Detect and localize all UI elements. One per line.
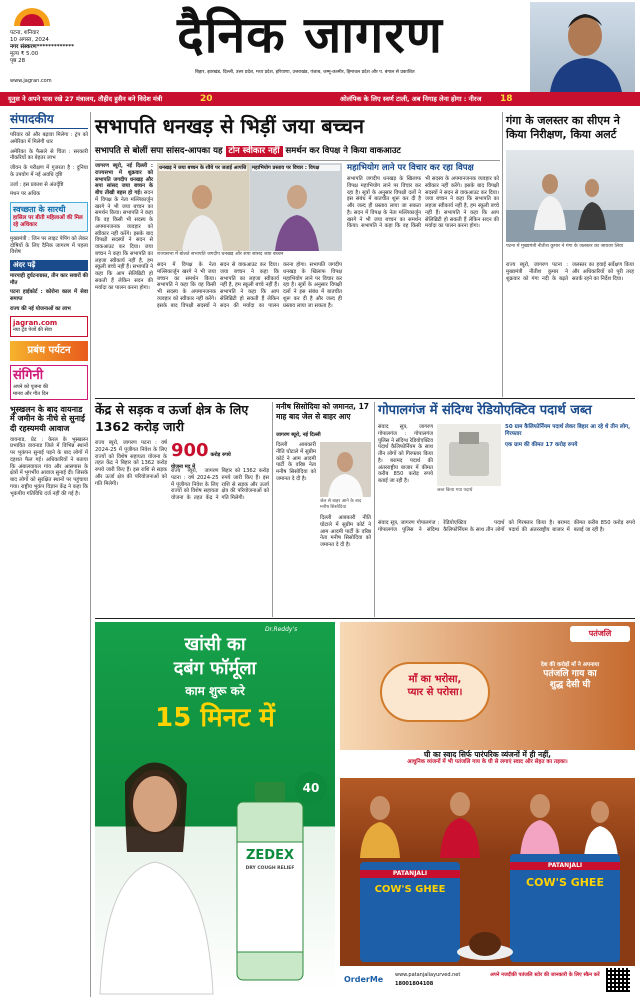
lead-subhead-b: समर्थन कर विपक्ष ने किया वाकआउट [285, 146, 401, 156]
kendra-body: राज्य ब्यूरो, जागरण पटना : वर्ष 2024-25 में पूंजीगत निवेश के लिए राज्यों को विशेष सहायता योजना के तहत केंद्र ने बिहार को 1362 करोड़ रुपये जारी किए हैं। इस राशि से सड़क और ऊर्जा क्षेत्र की परियोजनाओं को गति मिलेगी। [95, 440, 167, 487]
ad-patanjali[interactable] [340, 622, 635, 994]
patanjali-footer-right: अपने नजदीकी पतंजलि स्टोर की जानकारी के लिए स्कैन करें [490, 972, 600, 978]
manish-headline[interactable]: मनीष सिसोदिया को जमानत, 17 माह बाद जेल से बाहर आए [276, 402, 370, 421]
sangini-box[interactable] [10, 365, 88, 400]
zedex-headline1: खांसी का [184, 634, 246, 655]
ticker-right-page: 18 [500, 94, 513, 104]
patanjali-phone[interactable]: 18001804108 [395, 981, 434, 987]
zedex-model [95, 742, 215, 994]
patanjali-band1: घी का स्वाद सिर्फ पारंपरिक व्यंजनों में ही नहीं, [423, 750, 551, 759]
swachhata-banner [10, 202, 88, 232]
lead-byline: जागरण ब्यूरो, नई दिल्ली : राज्यसभा में शुक्रवार को सभापति जगदीप धनखड़ और सपा सांसद जया बच्चन के बीच तीखी बहस हो गई। [95, 163, 153, 196]
price-label: मूल्य ₹ 5.00 [10, 50, 39, 57]
editorial-item[interactable]: अमेरिका के फैसले से चिंता : सरकारी नौकरियों का बेहतर लाभ [10, 148, 88, 162]
lead-text: सदन में विपक्ष के नेता मल्लिकार्जुन खरगे ने भी जया बच्चन का समर्थन किया। सभापति ने कहा कि वह किसी भी सदस्य के अपमानजनक व्यवहार को स्वीकार नहीं करेंगे। इसके बाद विपक्षी सदस्यों ने सदन से वाकआउट कर दिया। जया बच्चन ने कहा कि सभापति का लहजा स्वीकार्य नहीं है, हम स्कूली बच्चे नहीं हैं। सभापति ने कहा कि आप सेलिब्रिटी हो सकती हैं लेकिन सदन की मर्यादा का पालन करना होगा। [95, 190, 153, 291]
gopal-headline[interactable]: गोपालगंज में संदिग्ध रेडियोएक्टिव पदार्थ जब्त [378, 403, 592, 418]
prabhand-title: प्रबंध पर्यटन [27, 344, 71, 356]
ganga-headline[interactable]: गंगा के जलस्तर का सीएम ने किया निरीक्षण, किया अलर्ट [506, 114, 620, 142]
ghee-jar-2 [510, 854, 620, 962]
lead-body [95, 163, 153, 393]
manish-caption: जेल से बाहर आने के बाद मनीष सिसोदिया [320, 499, 362, 510]
antar-title: अंदर पढ़ें [10, 260, 88, 271]
patanjali-web[interactable]: www.patanjaliayurved.net [395, 972, 461, 978]
sidebar [10, 112, 88, 992]
kendra-stat-num: 900 [171, 440, 209, 461]
manish-byline: जागरण ब्यूरो, नई दिल्ली [276, 432, 321, 438]
patanjali-brand: पतंजलि [570, 626, 630, 642]
kendra-body-cont: राज्य ब्यूरो, जागरण पटना : वर्ष 2024-25 में पूंजीगत निवेश के लिए राज्यों को विशेष सहायता योजना के तहत केंद्र ने बिहार को 1362 करोड़ रुपये जारी किए हैं। इस राशि से सड़क और ऊर्जा क्षेत्र की परियोजनाओं को गति मिलेगी। [171, 468, 269, 501]
ghee-brand-1: PATANJALI [360, 870, 460, 878]
jagran-link-text: नया ट्रेंड पेजों की सेवा [13, 327, 52, 334]
manish-photo [320, 442, 371, 497]
ghee-product-1: COW'S GHEE [374, 883, 446, 895]
lead-subhead-a: सभापति से बोलीं सपा सांसद-आपका यह [95, 146, 223, 156]
zedex-bottle [225, 782, 315, 982]
lead-text-cont2: सभापति जगदीप धनखड़ के खिलाफ विपक्ष महाभियोग लाने पर विचार कर रहा है। सूत्रों के अनुसार विपक्षी दलों ने इस संबंध में बातचीत शुरू कर दी है और जल्द ही प्रस्ताव लाया जा सकता है। [283, 262, 342, 309]
patanjali-right-3: शुद्ध देसी घी [549, 680, 591, 691]
pages-label: पृष्ठ 28 [10, 57, 26, 64]
mahabhiyog-body [347, 176, 499, 392]
ad-zedex[interactable] [95, 622, 335, 994]
lead-text-cont: सदन में विपक्ष के नेता मल्लिकार्जुन खरगे ने भी जया बच्चन का समर्थन किया। सभापति ने कहा कि वह किसी भी सदस्य के अपमानजनक व्यवहार को स्वीकार नहीं करेंगे। इसके बाद विपक्षी सदस्यों ने सदन से वाकआउट कर दिया। जया बच्चन ने कहा कि सभापति का लहजा स्वीकार्य नहीं है, हम स्कूली बच्चे नहीं हैं। सभापति ने कहा कि आप सेलिब्रिटी हो सकती हैं लेकिन सदन की मर्यादा का पालन करना होगा। [157, 262, 307, 309]
zedex-badge-text: 40 [302, 781, 320, 795]
zedex-badge [295, 772, 327, 804]
athlete-photo [530, 2, 635, 92]
patanjali-band2: आधुनिक व्यंजनों में भी पतंजलि गाय के घी से लगाएं स्वाद और सेहत का तड़का। [407, 759, 568, 766]
editorial-item[interactable]: परिवार को और बढ़ावा मिलेगा : ट्रंप को अमेरिका में मिलेगी धार [10, 132, 88, 145]
gopal-body-cont: संवाद सूत्र, जागरण गोपालगंज : गोपालगंज पुलिस ने संदिग्ध रेडियोएक्टिव पदार्थ कैलिफोर्नियम के साथ तीन लोगों को गिरफ्तार किया है। बरामद पदार्थ की अंतरराष्ट्रीय बाजार में कीमत करीब 850 करोड़ रुपये बताई जा रही है। [378, 520, 635, 533]
editorial-item[interactable]: जीवन के परीक्षण में गुजरता है : दुनिया के उपयोग में नई अवधि दृष्टि [10, 165, 88, 178]
kendra-stat [171, 440, 241, 470]
gopal-fact: एक ग्राम की कीमत 17 करोड़ रुपये [505, 441, 578, 448]
antar-item[interactable]: पटना हाईकोर्ट : कोरोना काल में सेवा समाप्त [10, 289, 88, 302]
gopal-body: संवाद सूत्र, जागरण गोपालगंज : गोपालगंज पुलिस ने संदिग्ध रेडियोएक्टिव पदार्थ कैलिफोर्नियम के साथ तीन लोगों को गिरफ्तार किया है। बरामद पदार्थ की अंतरराष्ट्रीय बाजार में कीमत करीब 850 करोड़ रुपये बताई जा रही है। [378, 424, 433, 484]
editions-line: बिहार, झारखंड, दिल्ली, उत्तर प्रदेश, मध्य प्रदेश, हरियाणा, उत्तराखंड, पंजाब, जम्मू-कश्मीर, हिमाचल प्रदेश और प. बंगाल से प्रकाशित [195, 70, 415, 75]
manish-body-cont: दिल्ली आबकारी नीति घोटाले में सुप्रीम कोर्ट ने आम आदमी पार्टी के वरिष्ठ नेता मनीष सिसोदिया को जमानत दे दी है। [320, 515, 371, 548]
lead-photo-caption: राज्यसभा में बोलते सभापति जगदीप धनखड़ और सपा सांसद जया बच्चन [157, 252, 284, 257]
ghee-jar-1 [360, 862, 460, 962]
lead-subhead-badge: टोन स्वीकार नहीं [226, 146, 283, 157]
sangini-item: अपने को पूजना की [13, 384, 49, 391]
mahabhiyog-text: सभापति जगदीप धनखड़ के खिलाफ विपक्ष महाभियोग लाने पर विचार कर रहा है। सूत्रों के अनुसार विपक्षी दलों ने इस संबंध में बातचीत शुरू कर दी है और जल्द ही प्रस्ताव लाया जा सकता है। [347, 176, 421, 216]
editorial-item[interactable]: मंथन पर अधिक [10, 191, 41, 198]
ghee-product-2: COW'S GHEE [526, 875, 604, 889]
edition-label: नगर संस्करण************* [10, 43, 75, 50]
swachhata-title: स्वच्छता के सारथी [13, 205, 66, 214]
zedex-brand: Dr.Reddy's [265, 626, 298, 633]
ganga-body: राज्य ब्यूरो, जागरण पटना : मुख्यमंत्री नीतीश कुमार ने शुक्रवार को गंगा नदी के बढ़ते जलस्तर का हवाई सर्वेक्षण किया और अधिकारियों को पूरी तरह सतर्क रहने का निर्देश दिया। [506, 262, 634, 282]
patanjali-top [340, 622, 635, 750]
ganga-photo [506, 150, 634, 242]
prabhand-box[interactable] [10, 341, 88, 362]
qr-code-icon[interactable] [606, 968, 630, 992]
lead-headline[interactable]: सभापति धनखड़ से भिड़ीं जया बच्चन [95, 114, 364, 138]
jagran-com-box[interactable] [10, 316, 88, 337]
jagran-com-label[interactable]: jagran.com [13, 318, 58, 327]
ticker-right[interactable]: ओलंपिक के लिए स्वर्ण टाली, अब निगाह लेना होगा : नीरज [340, 95, 482, 103]
gopal-fact: 50 ग्राम कैलिफोर्नियम पदार्थ लेकर बिहार आ रहे थे तीन लोग, गिरफ्तार [505, 424, 631, 437]
patanjali-tagline-box [380, 662, 490, 722]
mahabhiyog-headline[interactable]: महाभियोग लाने पर विचार कर रहा विपक्ष [347, 163, 474, 173]
kendra-headline[interactable]: केंद्र से सड़क व ऊर्जा क्षेत्र के लिए 1362 करोड़ जारी [95, 402, 249, 434]
gopal-facts [505, 424, 635, 516]
ticker-left[interactable]: यूनुस ने अपने पास रखे 27 मंत्रालय, तौहीद हुसैन बने विदेश मंत्री [8, 95, 163, 103]
jagran-logo-icon [12, 4, 52, 30]
lead-body-cont [157, 262, 342, 392]
manish-body: दिल्ली आबकारी नीति घोटाले में सुप्रीम कोर्ट ने आम आदमी पार्टी के वरिष्ठ नेता मनीष सिसोदिया को जमानत दे दी है। [276, 442, 316, 482]
swachhata-text[interactable]: हासिल पर बीती महिलाओं की मिल रहे अधिकार [13, 215, 83, 228]
city-date: पटना, शनिवार [10, 30, 39, 36]
lead-photo [157, 163, 342, 251]
mahabhiyog-text2: सदन में विपक्ष के नेता मल्लिकार्जुन खरगे ने भी जया बच्चन का समर्थन किया। सभापति ने कहा कि वह किसी भी सदस्य के अपमानजनक व्यवहार को स्वीकार नहीं करेंगे। इसके बाद विपक्षी सदस्यों ने सदन से वाकआउट कर दिया। जया बच्चन ने कहा कि सभापति का लहजा स्वीकार्य नहीं है, हम स्कूली बच्चे नहीं हैं। सभापति ने कहा कि आप सेलिब्रिटी हो सकती हैं लेकिन सदन की मर्यादा का पालन करना होगा। [347, 176, 499, 230]
patanjali-right-text [510, 662, 630, 691]
ticker-left-page: 20 [200, 94, 213, 104]
gopal-caption: जब्त किया गया पदार्थ [437, 488, 473, 493]
ganga-caption: पटना में मुख्यमंत्री नीतीश कुमार ने गंगा के जलस्तर का जायजा लिया [506, 244, 624, 249]
sangini-item: मानव और गीत दिन [13, 390, 49, 397]
masthead-title: दैनिक जागरण [177, 5, 443, 64]
lead-photo-caption-right: महाभियोग प्रस्ताव पर विचार : विपक्ष [252, 165, 340, 171]
patanjali-family [340, 778, 635, 858]
lead-subhead [95, 146, 500, 157]
patanjali-footer [340, 966, 635, 994]
patanjali-tagline2: प्यार से परोसा। [407, 686, 463, 698]
zedex-product-sub: DRY COUGH RELIEF [245, 866, 295, 871]
patanjali-tagline1: माँ का भरोसा, [408, 674, 462, 685]
patanjali-right-1: देश की करोड़ों माँ ने अपनाया [540, 662, 600, 668]
zedex-headline4: 15 मिनट में [155, 703, 275, 733]
antar-item[interactable]: राज्य की नई योजनाओं का लाभ [10, 305, 71, 312]
gopal-photo [437, 424, 501, 486]
masthead [0, 0, 640, 88]
ghee-brand-2: PATANJALI [510, 862, 620, 870]
lead-photo-caption-left: धनखड़ ने जया बच्चन के रवैये पर जताई आपत्ति [159, 165, 247, 171]
editorial-item[interactable]: उर्जा : इस प्रकाश से अंतर्दृष्टि [10, 181, 64, 188]
antar-item[interactable]: मारपाही दुर्घटनाग्रस्त, तीन कार सवारों की मौत [10, 272, 88, 286]
zedex-product: ZEDEX [245, 848, 294, 863]
sangini-title: संगिनी [13, 368, 44, 383]
editorial-title: संपादकीय [10, 112, 88, 129]
patanjali-right-2: पतंजलि गाय का [543, 668, 597, 679]
patanjali-band [340, 750, 635, 778]
zedex-headline3: काम शुरू करे [185, 684, 245, 698]
patanjali-order[interactable]: OrderMe [344, 975, 384, 984]
ghee-food [455, 922, 515, 962]
website-link[interactable]: www.jagran.com [10, 78, 52, 84]
bhuskhalan-body: वायनाड, प्रेट : केरल के भूस्खलन प्रभावित वायनाड जिले में विभिन्न स्थानों पर भूकंपन सुनाई पड़ने के बाद लोगों में दहशत फैल गई। अधिकारियों ने बताया कि अंबालवायल गांव और आसपास के क्षेत्रों में भूगर्भीय आवाज सुनाई दी। जिसके बाद लोगों को सुरक्षित स्थानों पर पहुंचाया गया। राष्ट्रीय भूकंप विज्ञान केंद्र ने कहा कि भूकंपीय गतिविधि दर्ज नहीं की गई है। [10, 436, 88, 497]
issue-date: 10 अगस्त, 2024 [10, 36, 49, 43]
zedex-headline2: दबंग फॉर्मूला [173, 658, 257, 679]
ticker-bar [0, 92, 640, 106]
bhuskhalan-headline[interactable]: भूस्खलन के बाद वायनाड में जमीन के नीचे से सुनाई दी रहस्यमयी आवाज [10, 404, 85, 433]
kendra-stat-text: करोड़ रुपये योजना मद में [171, 452, 231, 470]
mukhyamantri-text[interactable]: मुख्यमंत्री : जिन पर लाइट पेपिंग को लेकर दोषियों के लिए दैनिक जागरण में पहला विशेष [10, 235, 89, 256]
